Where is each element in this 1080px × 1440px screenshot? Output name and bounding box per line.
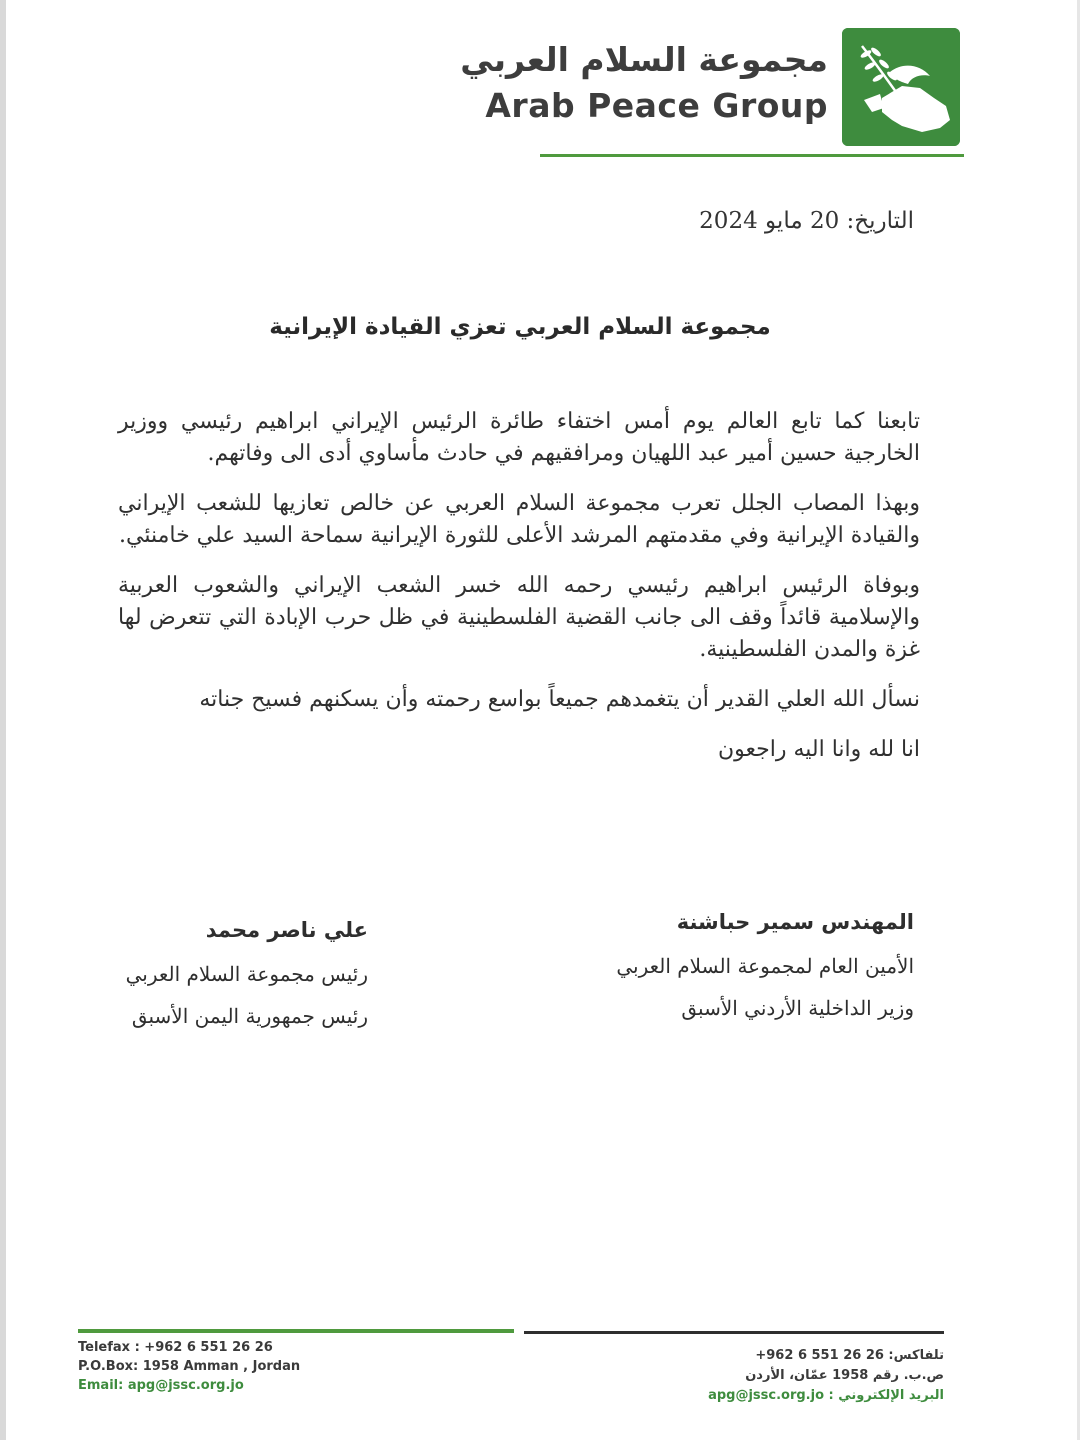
header-divider (540, 154, 964, 157)
page-edge-shadow (0, 0, 6, 1440)
footer-contact-english (78, 1338, 300, 1395)
body-paragraph: تابعنا كما تابع العالم يوم أمس اختفاء طائرة الرئيس الإيراني ابراهيم رئيسي ووزير الخارجية حسين أمير عبد اللهيان ومرافقيهم في حادث مأساوي أدى الى وفاتهم. (118, 409, 920, 466)
footer-divider-green (78, 1329, 514, 1333)
body-paragraph: نسأل الله العلي القدير أن يتغمدهم جميعاً بواسع رحمته وأن يسكنهم فسيح جناته (199, 687, 920, 712)
signatory-name: علي ناصر محمد (205, 918, 368, 942)
dove-olive-branch-map-icon (842, 28, 960, 146)
letter-body (118, 406, 920, 784)
org-name-arabic: مجموعة السلام العربي (460, 40, 828, 79)
footer-divider-dark (524, 1331, 944, 1334)
footer-contact-arabic (708, 1346, 944, 1406)
letter-date: التاريخ: 20 مايو 2024 (699, 208, 914, 234)
body-paragraph: وبوفاة الرئيس ابراهيم رئيسي رحمه الله خسر الشعب الإيراني والشعوب العربية والإسلامية قائداً وقف الى جانب القضية الفلسطينية في ظل حرب الإبادة التي تتعرض لها غزة والمدن الفلسطينية. (118, 573, 920, 662)
signatory-title: رئيس مجموعة السلام العربي (125, 962, 368, 986)
footer-telefax: تلفاكس: 26 26 551 6 962+ (755, 1348, 944, 1363)
letter-title: مجموعة السلام العربي تعزي القيادة الإيرانية (269, 314, 771, 340)
signatory-title: رئيس جمهورية اليمن الأسبق (131, 1004, 368, 1028)
signatory-secretary-general (616, 910, 914, 1038)
body-paragraph: وبهذا المصاب الجلل تعرب مجموعة السلام العربي عن خالص تعازيها للشعب الإيراني والقيادة الإيرانية وفي مقدمتهم المرشد الأعلى للثورة الإيرانية سماحة السيد علي خامنئي. (118, 491, 920, 548)
signatory-title: وزير الداخلية الأردني الأسبق (681, 996, 914, 1020)
footer-email-link[interactable]: البريد الإلكتروني : apg@jssc.org.jo (708, 1388, 944, 1403)
signatory-president (126, 918, 368, 1046)
body-paragraph: انا لله وانا اليه راجعون (718, 737, 920, 762)
footer-pobox: P.O.Box: 1958 Amman , Jordan (78, 1359, 301, 1374)
footer-pobox: ص.ب. رقم 1958 عمّان، الأردن (745, 1368, 944, 1383)
signatory-name: المهندس سمير حباشنة (676, 910, 914, 934)
org-name-english: Arab Peace Group (485, 86, 828, 125)
footer-email-link[interactable]: Email: apg@jssc.org.jo (78, 1378, 244, 1393)
signatory-title: الأمين العام لمجموعة السلام العربي (616, 954, 914, 978)
footer-telefax: Telefax : +962 6 551 26 26 (78, 1340, 273, 1355)
